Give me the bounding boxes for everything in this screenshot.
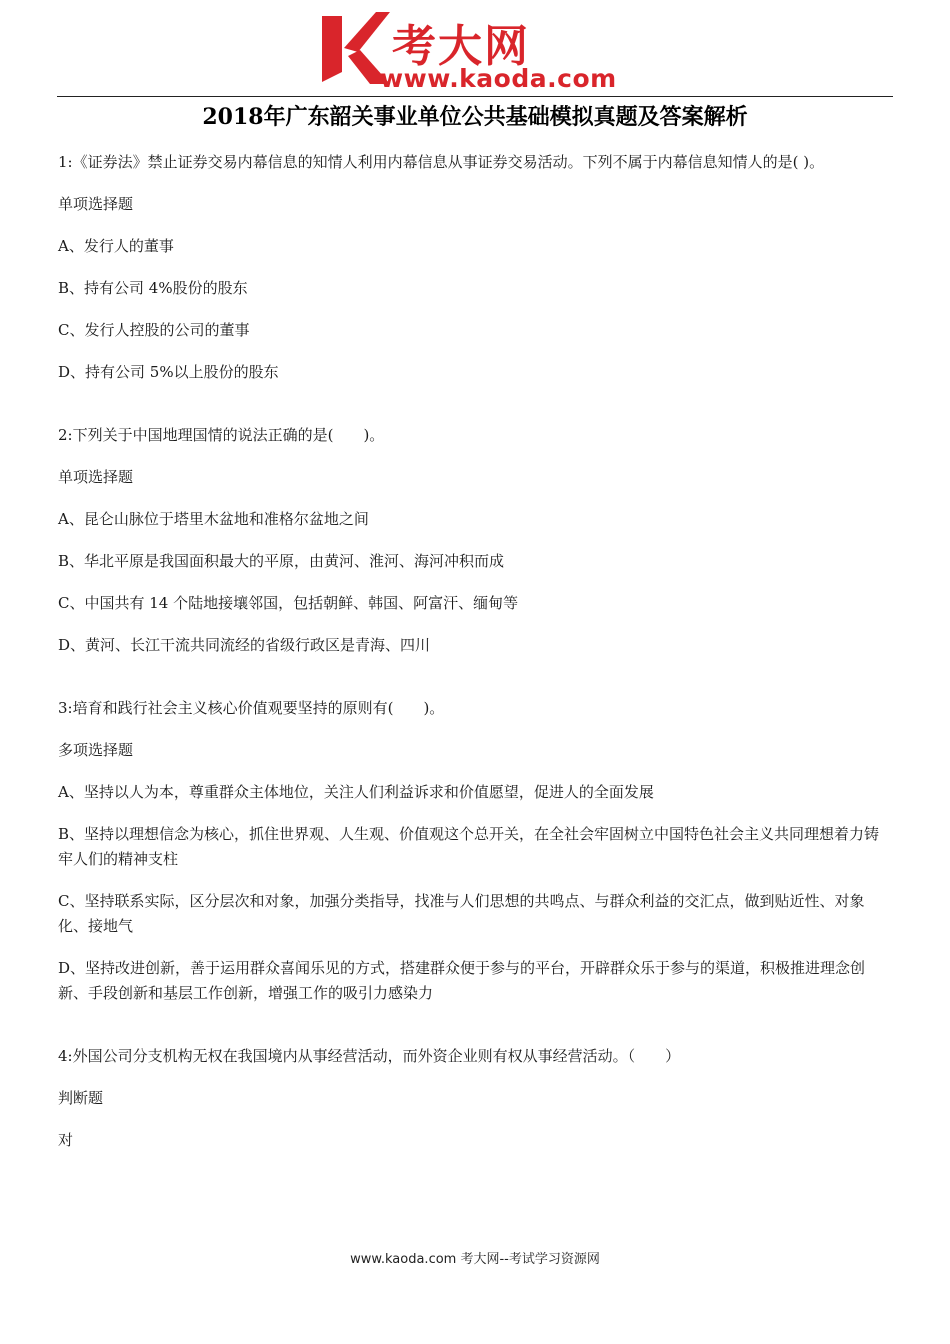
option-a: A、坚持以人为本，尊重群众主体地位，关注人们利益诉求和价值愿望，促进人的全面发展: [58, 783, 654, 801]
option-b: B、坚持以理想信念为核心，抓住世界观、人生观、价值观这个总开关，在全社会牢固树立中国特色社会主义共同理想着力铸牢人们的精神支柱: [58, 825, 880, 868]
option-b: B、华北平原是我国面积最大的平原，由黄河、淮河、海河冲积而成: [58, 552, 505, 570]
question-stem: 4:外国公司分支机构无权在我国境内从事经营活动，而外资企业则有权从事经营活动。（ ）: [58, 1047, 681, 1065]
document-title: 2018年广东韶关事业单位公共基础模拟真题及答案解析: [202, 104, 748, 130]
option-d: D、黄河、长江干流共同流经的省级行政区是青海、四川: [58, 636, 431, 654]
option-a: A、发行人的董事: [58, 237, 174, 255]
question-list: [58, 150, 894, 1191]
logo-url: www.kaoda.com: [380, 64, 617, 93]
answer-option: 对: [58, 1131, 74, 1149]
option-c: C、中国共有 14 个陆地接壤邻国，包括朝鲜、韩国、阿富汗、缅甸等: [58, 594, 519, 612]
logo-name: 考大网: [392, 21, 530, 72]
question-stem: 3:培育和践行社会主义核心价值观要坚持的原则有( )。: [58, 699, 445, 717]
question-type: 单项选择题: [58, 195, 134, 213]
question-1: [58, 150, 894, 385]
option-b: B、持有公司 4%股份的股东: [58, 279, 248, 297]
option-d: D、持有公司 5%以上股份的股东: [58, 363, 279, 381]
page-footer: www.kaoda.com 考大网--考试学习资源网: [350, 1252, 600, 1267]
question-stem: 1:《证券法》禁止证券交易内幕信息的知情人利用内幕信息从事证券交易活动。下列不属于内幕信息知情人的是( )。: [58, 153, 825, 171]
kaoda-logo: [318, 6, 638, 92]
header-rule: [57, 96, 893, 97]
option-c: C、坚持联系实际，区分层次和对象，加强分类指导，找准与人们思想的共鸣点、与群众利益的交汇点，做到贴近性、对象化、接地气: [58, 892, 865, 935]
question-type: 判断题: [58, 1089, 104, 1107]
question-3: [58, 696, 894, 1006]
question-4: [58, 1044, 894, 1153]
option-a: A、昆仑山脉位于塔里木盆地和准格尔盆地之间: [58, 510, 369, 528]
question-2: [58, 423, 894, 658]
option-d: D、坚持改进创新，善于运用群众喜闻乐见的方式，搭建群众便于参与的平台，开辟群众乐于参与的渠道，积极推进理念创新、手段创新和基层工作创新，增强工作的吸引力感染力: [58, 959, 866, 1002]
question-type: 单项选择题: [58, 468, 134, 486]
option-c: C、发行人控股的公司的董事: [58, 321, 250, 339]
question-stem: 2:下列关于中国地理国情的说法正确的是( )。: [58, 426, 385, 444]
question-type: 多项选择题: [58, 741, 134, 759]
